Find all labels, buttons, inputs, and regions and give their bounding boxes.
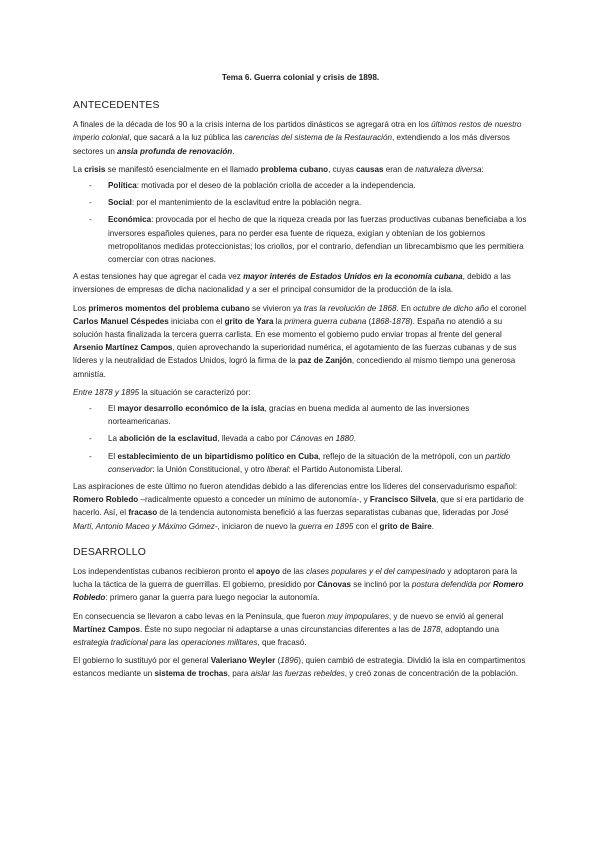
document-title: Tema 6. Guerra colonial y crisis de 1898. — [221, 73, 380, 82]
paragraph-usa-interest: A estas tensiones hay que agregar el cada vez mayor interés de Estados Unidos en la economía cubana, debido a las inversiones de empresas de dicha nacionalidad y a ser el principal consumidor de la producción de la isla. — [73, 272, 511, 295]
causes-list — [73, 179, 528, 266]
paragraph-independentists: Los independentistas cubanos recibieron pronto el apoyo de las clases populares y el del campesinado y adoptaron para la lucha la táctica de la guerra de guerrillas. El gobierno, presidido por Cánovas se inclinó por la postura defendida por Romero Robledo: primero ganar la guerra para luego negociar la autonomía. — [73, 566, 524, 603]
paragraph-1878-1895: Entre 1878 y 1895 la situación se caracterizó por: — [73, 387, 251, 397]
paragraph-weyler: El gobierno lo sustituyó por el general Valeriano Weyler (1896), quien cambió de estrategia. Dividió la isla en compartimentos estancos mediante un sistema de trochas, para aislar las fuerzas rebeldes, y creó zonas de concentración de la población. — [73, 656, 526, 679]
list-item: - Económica: provocada por el hecho de que la riqueza creada por las fuerzas productivas cubanas beneficiaba a los inversores españoles quienes, para no perder esa fuente de riqueza, exigían y obtenían de los gobiernos metropolitanos medidas proteccionistas; los criollos, por el contrario, defendían un librecambismo que les permitiera comerciar con otras naciones. — [89, 215, 527, 265]
list-item: - El mayor desarrollo económico de la isla, gracias en buena medida al aumento de las inversiones norteamericanas. — [89, 404, 470, 427]
list-item: - Social: por el mantenimiento de la esclavitud entre la población negra. — [89, 198, 362, 208]
paragraph-first-war: Los primeros momentos del problema cubano se vivieron ya tras la revolución de 1868. En octubre de dicho año el coronel Carlos Manuel Céspedes iniciaba con el grito de Yara la primera guerra cubana (1868-1878). España no atendió a su solución hasta finalizada la tercera guerra carlista. En ese momento el gobierno pudo enviar tropas al frente del general Arsenio Martínez Campos, quien aprovechando la superioridad numérica, el agotamiento de las fuerzas cubanas y de sus líderes y la neutralidad de Estados Unidos, logró la firma de la paz de Zanjón, concediendo al mismo tiempo una generosa amnistía. — [73, 303, 527, 379]
paragraph-aspirations: Las aspiraciones de este último no fueron atendidas debido a las diferencias entre los líderes del conservadurismo español: Romero Robledo –radicalmente opuesto a conceder un mínimo de autonomía-, y Francisco Silvela, que sí era partidario de hacerlo. Así, el fracaso de la tendencia autonomista benefició a las fuerzas separatistas cubanas que, lideradas por José Martí, Antonio Maceo y Máximo Gómez-, iniciaron de nuevo la guerra en 1895 con el grito de Baire. — [73, 482, 524, 531]
section-heading-antecedentes: ANTECEDENTES — [73, 100, 160, 112]
paragraph-crisis: La crisis se manifestó esencialmente en el llamado problema cubano, cuyas causas eran de naturaleza diversa: — [73, 164, 484, 174]
document-body — [73, 71, 528, 684]
paragraph-levies: En consecuencia se llevaron a cabo levas en la Península, que fueron muy impopulares, y de nuevo se envió al general Martínez Campos. Éste no supo negociar ni adaptarse a unas circunstancias diferentes a las de 1878, adoptando una estrategia tradicional para las operaciones militares, que fracasó. — [73, 611, 504, 647]
section-heading-desarrollo: DESARROLLO — [73, 546, 147, 558]
list-item: - La abolición de la esclavitud, llevada a cabo por Cánovas en 1880. — [89, 434, 356, 444]
list-item: - Política: motivada por el deseo de la población criolla de acceder a la independencia. — [89, 181, 416, 191]
situation-list — [73, 402, 528, 476]
paragraph-intro: A finales de la década de los 90 a la crisis interna de los partidos dinásticos se agregará otra en los últimos restos de nuestro imperio colonial, que sacará a la luz pública las carencias del sistema de la Restauración, extendiendo a los más diversos sectores un ansia profunda de renovación. — [73, 120, 522, 156]
list-item: - El establecimiento de un bipartidismo político en Cuba, reflejo de la situación de la metrópoli, con un partido conservador: la Unión Constitucional, y otro liberal: el Partido Autonomista Liberal. — [89, 451, 511, 474]
